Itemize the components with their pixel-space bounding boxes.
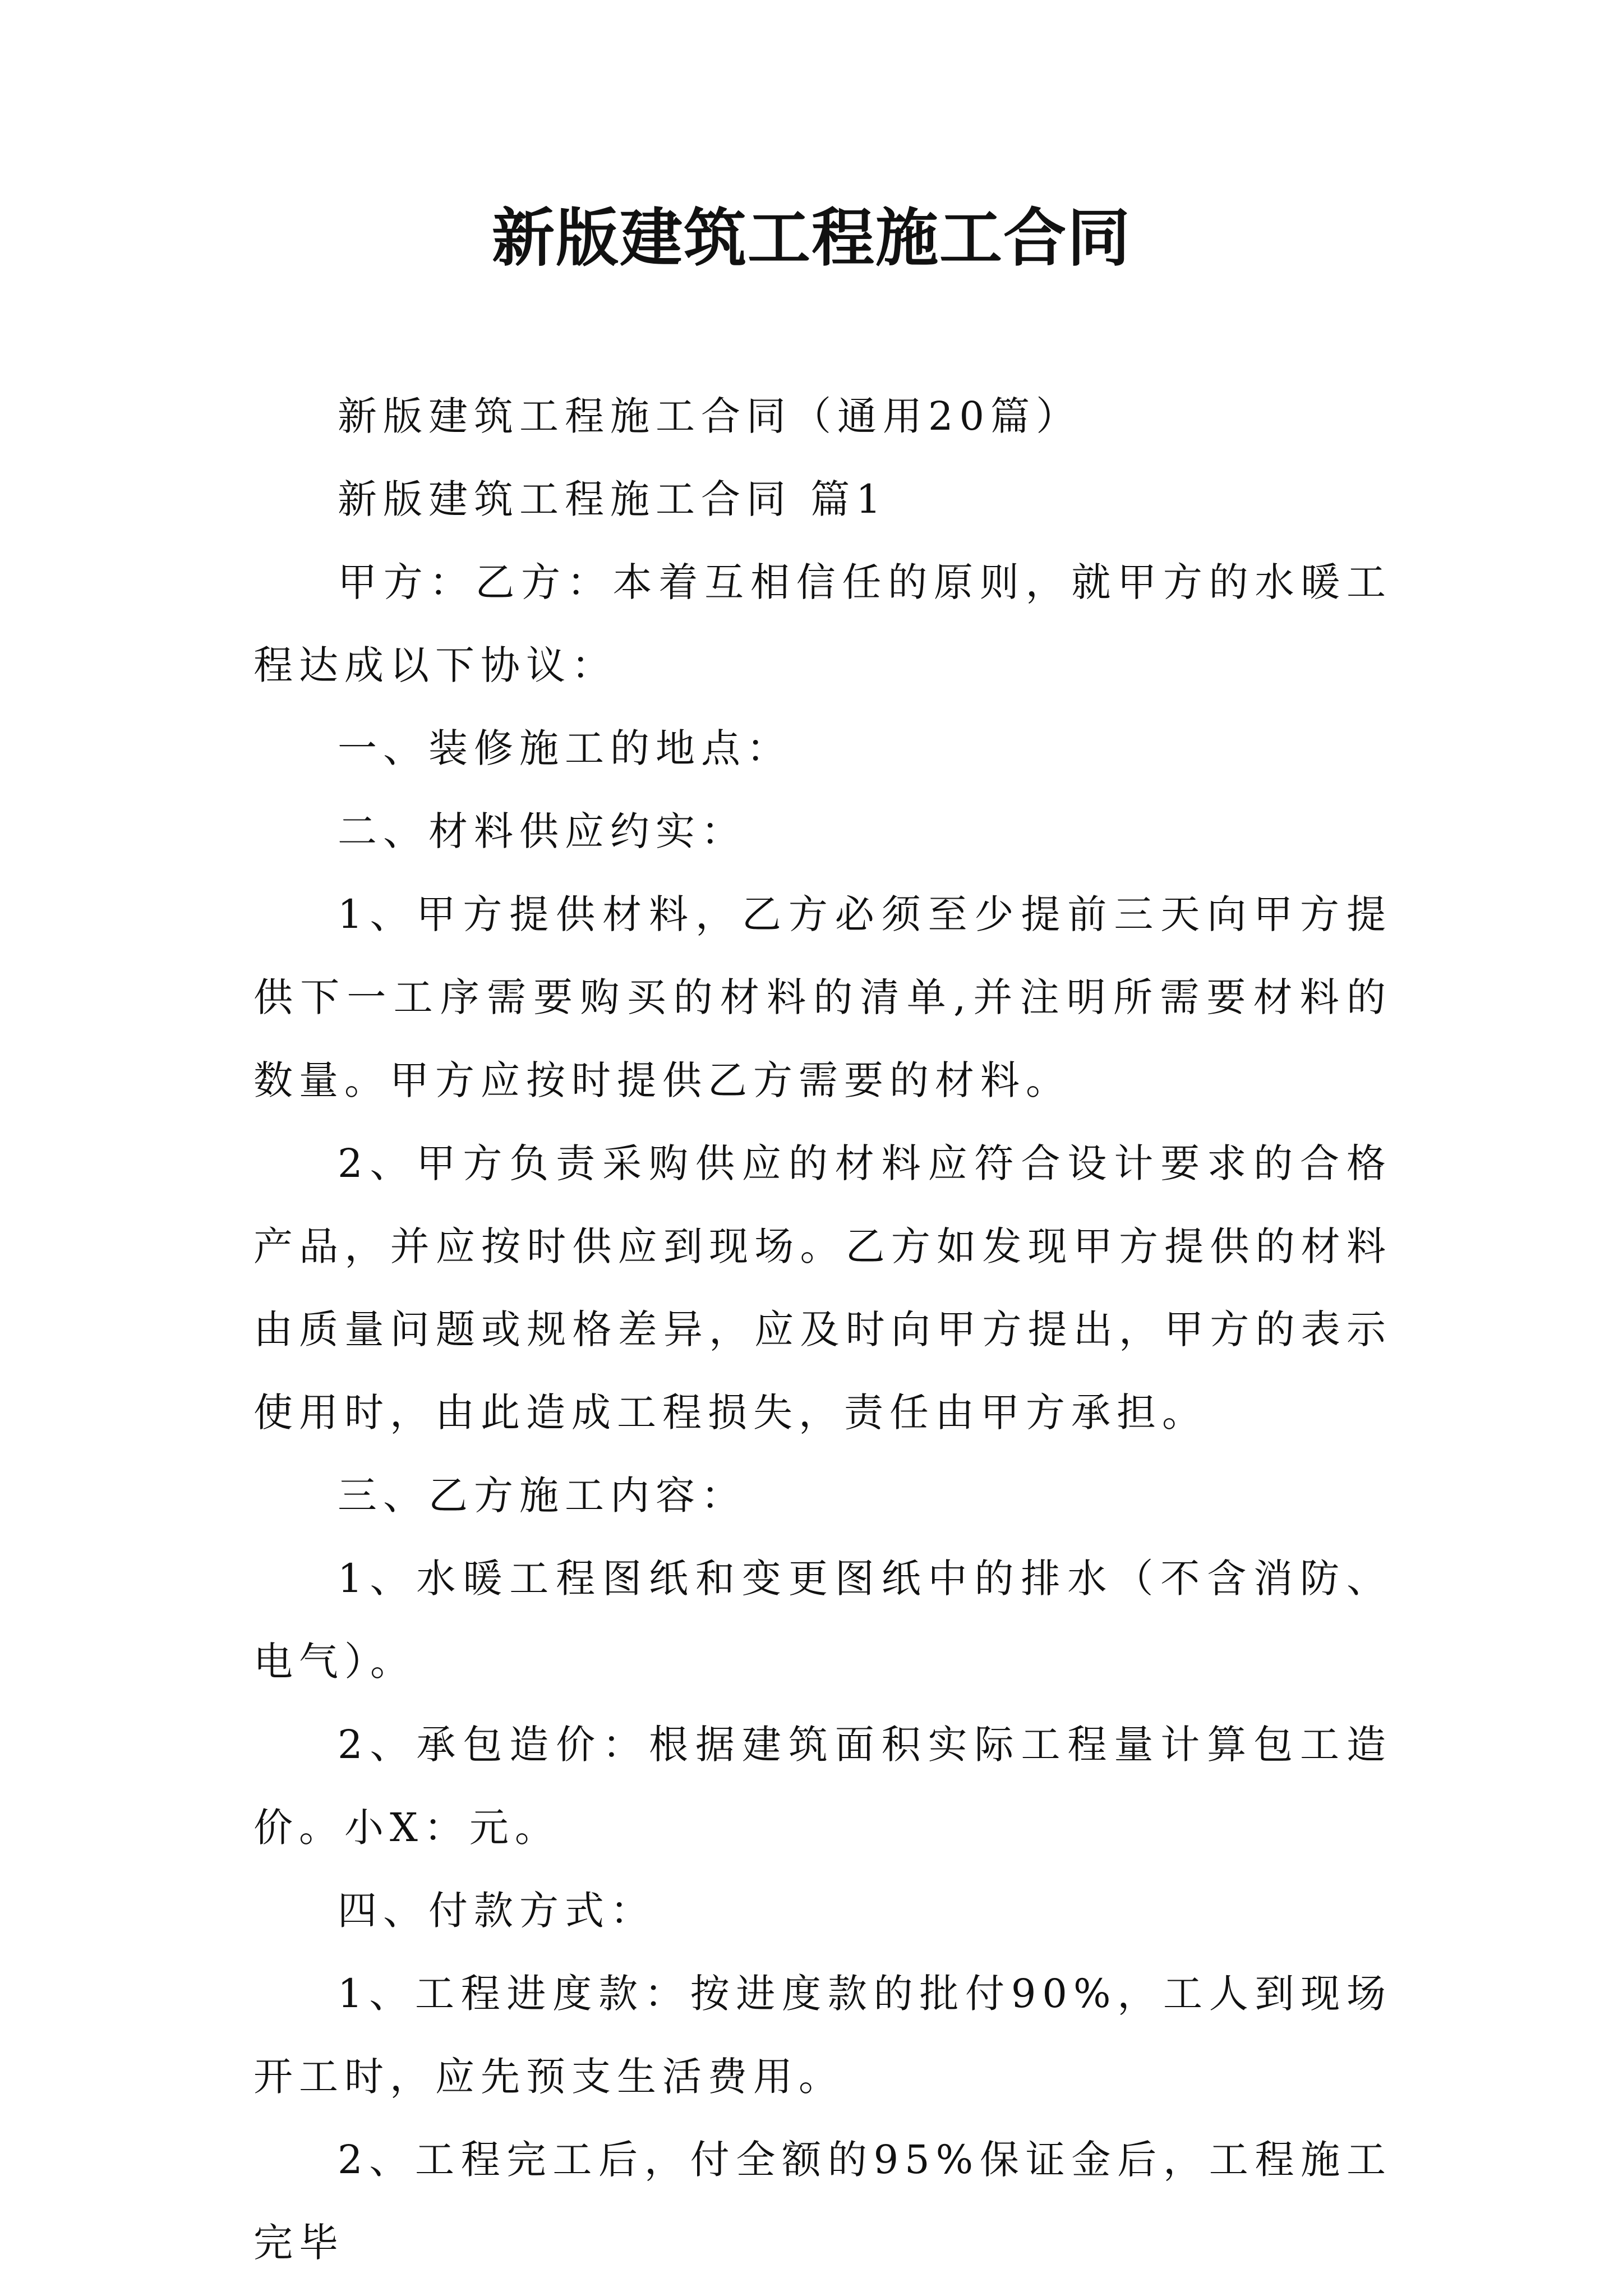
paragraph-item-3-2: 2、承包造价：根据建筑面积实际工程量计算包工造价。小X：元。 <box>253 1722 1392 1851</box>
paragraph-item-2-1: 1、甲方提供材料，乙方必须至少提前三天向甲方提供下一工序需要购买的材料的清单,并注明所需要材料的数量。甲方应按时提供乙方需要的材料。 <box>253 891 1392 1103</box>
paragraph-clause-2: 二、材料供应约实： <box>338 808 746 854</box>
paragraph-clause-3: 三、乙方施工内容： <box>338 1473 746 1519</box>
paragraph-subtitle: 新版建筑工程施工合同（通用20篇） <box>338 393 1082 439</box>
paragraph-item-4-1: 1、工程进度款：按进度款的批付90%，工人到现场开工时，应先预支生活费用。 <box>253 1971 1392 2100</box>
paragraph-item-2-2: 2、甲方负责采购供应的材料应符合设计要求的合格产品，并应按时供应到现场。乙方如发现甲方提供的材料由质量问题或规格差异，应及时向甲方提出，甲方的表示使用时，由此造成工程损失，责任由甲方承担。 <box>253 1140 1392 1435</box>
document-body <box>253 375 1392 2284</box>
document-title: 新版建筑工程施工合同 <box>492 201 1131 275</box>
paragraph-parties: 甲方：乙方：本着互相信任的原则，就甲方的水暖工程达成以下协议： <box>253 559 1392 688</box>
paragraph-item-3-1: 1、水暖工程图纸和变更图纸中的排水（不含消防、电气）。 <box>253 1556 1392 1685</box>
paragraph-item-4-2: 2、工程完工后，付全额的95%保证金后，工程施工完毕 <box>253 2137 1392 2266</box>
paragraph-section-heading: 新版建筑工程施工合同 篇1 <box>338 476 887 522</box>
paragraph-clause-1: 一、装修施工的地点： <box>338 725 792 771</box>
paragraph-clause-4: 四、付款方式： <box>338 1888 656 1934</box>
